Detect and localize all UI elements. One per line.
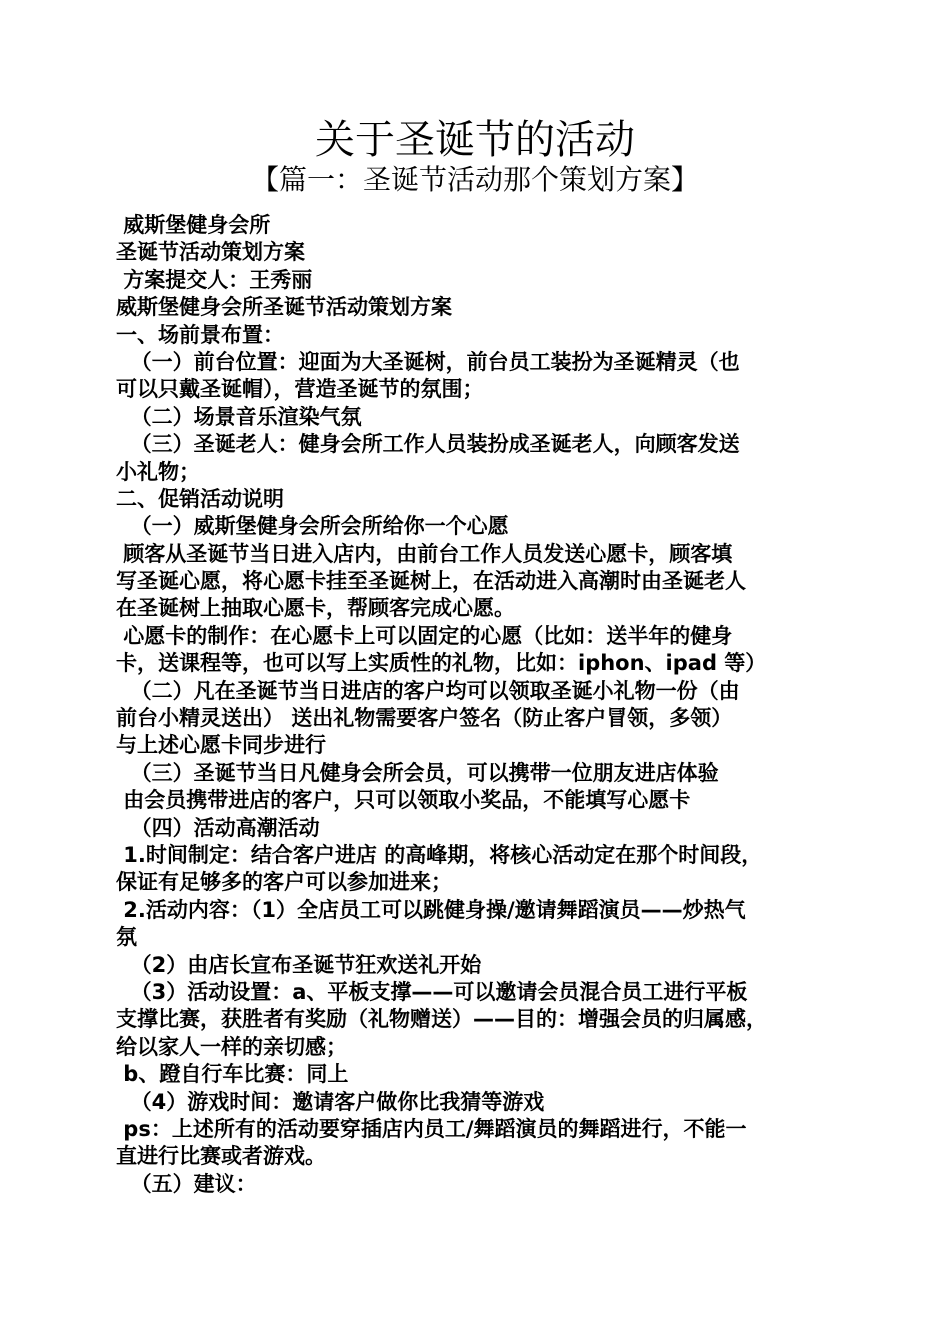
body-line: b、蹬自行车比赛：同上 [116, 1062, 349, 1087]
body-line: （2）由店长宣布圣诞节狂欢送礼开始 [116, 952, 482, 977]
body-line: 给以家人一样的亲切感； [116, 1034, 347, 1059]
body-line: （一）前台位置：迎面为大圣诞树，前台员工装扮为圣诞精灵（也 [116, 349, 740, 374]
body-line: 方案提交人：王秀丽 [116, 267, 313, 292]
body-line: 卡，送课程等，也可以写上实质性的礼物，比如：iphon、ipad 等） [116, 651, 767, 676]
body-line: 支撑比赛，获胜者有奖励（礼物赠送）——目的：增强会员的归属感， [116, 1007, 767, 1032]
body-line: 一、场前景布置： [116, 322, 284, 347]
body-line: 与上述心愿卡同步进行 [116, 733, 326, 758]
body-line: 写圣诞心愿，将心愿卡挂至圣诞树上，在活动进入高潮时由圣诞老人 [116, 569, 746, 594]
body-line: （二）场景音乐渲染气氛 [116, 404, 362, 429]
body-line: ps：上述所有的活动要穿插店内员工/舞蹈演员的舞蹈进行，不能一 [116, 1116, 747, 1141]
body-line: 保证有足够多的客户可以参加进来； [116, 870, 452, 895]
document-body [116, 212, 840, 1198]
body-line: 小礼物； [116, 459, 200, 484]
body-line: 二、促销活动说明 [116, 486, 284, 511]
body-line: （四）活动高潮活动 [116, 815, 320, 840]
body-line: 1.时间制定：结合客户进店 的高峰期，将核心活动定在那个时间段， [116, 842, 763, 867]
body-line: 在圣诞树上抽取心愿卡，帮顾客完成心愿。 [116, 596, 515, 621]
body-line: 直进行比赛或者游戏。 [116, 1144, 326, 1169]
body-line: （三）圣诞节当日凡健身会所会员，可以携带一位朋友进店体验 [116, 760, 719, 785]
document-title: 关于圣诞节的活动 [315, 117, 635, 163]
body-line: 威斯堡健身会所圣诞节活动策划方案 [116, 295, 452, 320]
body-line: （一）威斯堡健身会所会所给你一个心愿 [116, 514, 509, 539]
document-subtitle: 【篇一：圣诞节活动那个策划方案】 [250, 163, 699, 196]
body-line: （二）凡在圣诞节当日进店的客户均可以领取圣诞小礼物一份（由 [116, 678, 740, 703]
body-line: （4）游戏时间：邀请客户做你比我猜等游戏 [116, 1089, 545, 1114]
body-line: 心愿卡的制作：在心愿卡上可以固定的心愿（比如：送半年的健身 [116, 623, 733, 648]
body-line: （三）圣诞老人：健身会所工作人员装扮成圣诞老人，向顾客发送 [116, 432, 740, 457]
body-line: 圣诞节活动策划方案 [116, 240, 305, 265]
body-line: 顾客从圣诞节当日进入店内，由前台工作人员发送心愿卡，顾客填 [116, 541, 733, 566]
body-line: （五）建议： [116, 1171, 257, 1196]
body-line: （3）活动设置：a、平板支撑——可以邀请会员混合员工进行平板 [116, 979, 748, 1004]
body-line: 氛 [116, 925, 137, 950]
body-line: 前台小精灵送出） 送出礼物需要客户签名（防止客户冒领，多领） [116, 706, 733, 731]
body-line: 可以只戴圣诞帽），营造圣诞节的氛围； [116, 377, 484, 402]
body-line: 由会员携带进店的客户，只可以领取小奖品，不能填写心愿卡 [116, 788, 691, 813]
body-line: 2.活动内容：（1）全店员工可以跳健身操/邀请舞蹈演员——炒热气 [116, 897, 746, 922]
body-line: 威斯堡健身会所 [116, 213, 271, 237]
